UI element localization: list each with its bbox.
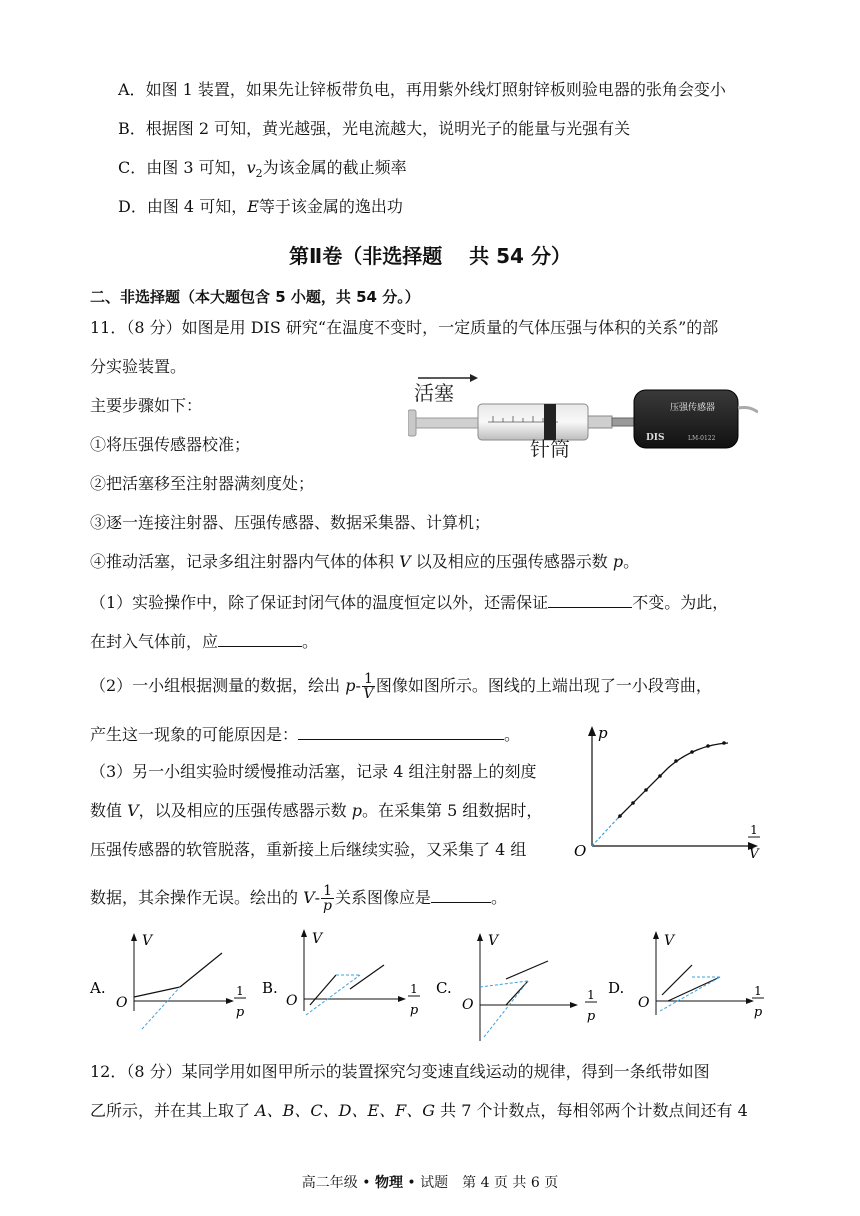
p-vs-1overV-graph [568, 722, 768, 868]
syringe-tip [588, 416, 612, 428]
q11-sub2-line2 [90, 723, 520, 745]
q11-sub2-line1 [90, 672, 712, 701]
sensor-cable [738, 407, 758, 412]
choice-graphs [88, 925, 858, 1050]
y-label: V [312, 931, 323, 947]
choice-c[interactable] [436, 933, 597, 1041]
model-label: LM-0122 [688, 435, 716, 442]
data-points [618, 741, 726, 818]
y-label: V [142, 933, 153, 949]
answer-blank[interactable] [218, 630, 302, 647]
part-title: 第Ⅱ卷（非选择题 共 54 分） [289, 244, 571, 268]
option-text: 为该金属的截止频率 [262, 158, 407, 177]
x-label-num: 1 [587, 988, 595, 1002]
frac-den: V [363, 686, 374, 702]
option-text: 由图 3 可知， [146, 158, 247, 177]
var-e: E [247, 197, 259, 216]
text: 在封入气体前，应 [90, 632, 219, 651]
dashed-extension-upper [480, 981, 528, 987]
segment-2 [350, 965, 384, 989]
fraction-1-over-p [321, 884, 334, 913]
y-axis-arrow-icon [477, 933, 483, 941]
option-text: 由图 4 可知， [146, 197, 248, 216]
x-label-num: 1 [410, 982, 418, 996]
text: ④推动活塞，记录多组注射器内气体的体积 [90, 552, 400, 571]
text: 以及相应的压强传感器示数 [410, 552, 613, 571]
segment-1 [662, 965, 692, 995]
y-axis-arrow-icon [653, 931, 659, 939]
dashed-extension [306, 975, 360, 1015]
text: 图像如图所示。图线的上端出现了一小段弯曲， [375, 676, 712, 695]
choice-letter: C. [436, 979, 452, 997]
frac-num: 1 [323, 883, 332, 899]
footer-subject: 物理 [374, 1175, 403, 1191]
y-label: V [664, 933, 675, 949]
option-text: 根据图 2 可知，黄光越强，光电流越大，说明光子的能量与光强有关 [145, 119, 631, 138]
piston-rubber [544, 404, 556, 440]
q11-step-3: ③逐一连接注射器、压强传感器、数据采集器、计算机； [90, 513, 491, 532]
y-axis-arrow-icon [301, 929, 307, 937]
option-letter: C． [118, 158, 147, 177]
text: 。 [302, 632, 319, 651]
option-b [118, 119, 630, 139]
q11-steps-intro: 主要步骤如下： [90, 396, 203, 415]
y-axis-arrow-icon [131, 933, 137, 941]
point-labels: A、B、C、D、E、F、G [255, 1101, 436, 1120]
option-letter: A． [118, 80, 146, 99]
q11-step-4 [90, 552, 639, 572]
option-text: 如图 1 装置，如果先让锌板带负电，再用紫外线灯照射锌板则验电器的张角会变小 [145, 80, 726, 99]
subscript: 2 [255, 167, 263, 181]
segment-2 [506, 961, 548, 979]
var-v: V [399, 552, 411, 571]
text: （1）实验操作中，除了保证封闭气体的温度恒定以外，还需保证 [90, 593, 549, 612]
origin-label: O [116, 995, 128, 1011]
text: 数据，其余操作无误。绘出的 [90, 888, 304, 907]
option-letter: B． [118, 119, 146, 138]
choice-b[interactable] [262, 929, 420, 1018]
x-label-den: p [753, 1005, 763, 1020]
x-label-num: 1 [754, 984, 762, 998]
origin-label: O [286, 993, 298, 1009]
text: （2）一小组根据测量的数据，绘出 [90, 676, 346, 695]
x-label-den: p [409, 1003, 419, 1018]
origin-label: O [638, 995, 650, 1011]
x-label-den: p [586, 1009, 596, 1024]
text: 。 [623, 552, 640, 571]
x-axis-arrow-icon [570, 1002, 578, 1008]
answer-blank[interactable] [431, 886, 491, 903]
choice-letter: D. [608, 979, 625, 997]
q12-line-1: 12．（8 分）某同学用如图甲所示的装置探究匀变速直线运动的规律，得到一条纸带如图 [90, 1062, 710, 1081]
answer-blank[interactable] [548, 591, 632, 608]
y-label: V [488, 933, 499, 949]
text: 数值 [90, 801, 128, 820]
text: 。 [504, 725, 521, 744]
var-p: p [345, 676, 356, 695]
arrow-head-icon [470, 374, 478, 382]
text: ，以及相应的压强传感器示数 [138, 801, 352, 820]
x-label-num: 1 [236, 984, 244, 998]
label-barrel: 针筒 [530, 437, 570, 461]
page-footer [0, 1172, 860, 1192]
text: 关系图像应是 [334, 888, 431, 907]
q11-step-2: ②把活塞移至注射器满刻度处； [90, 474, 315, 493]
x-label-num: 1 [750, 823, 758, 837]
footer-text: • 试题 第 4 页 共 6 页 [402, 1175, 559, 1191]
text: 。在采集第 5 组数据时， [362, 801, 543, 820]
origin-label: O [462, 997, 474, 1013]
q11-sub3-line2 [90, 801, 542, 821]
q12-line-2 [90, 1101, 748, 1121]
data-curve [618, 743, 728, 818]
choice-letter: B. [262, 979, 278, 997]
text: 乙所示，并在其上取了 [90, 1101, 256, 1120]
var-v: v [246, 158, 256, 177]
sensor-label: 压强传感器 [670, 403, 716, 413]
y-axis-label: p [598, 724, 608, 742]
x-axis-arrow-icon [746, 998, 754, 1004]
option-d [118, 197, 403, 217]
segment-1 [134, 987, 180, 997]
option-a [118, 80, 726, 100]
x-axis-arrow-icon [398, 996, 406, 1002]
frac-den: p [323, 898, 332, 914]
footer-text: 高二年级 • [301, 1175, 375, 1191]
q11-intro-1: 11．（8 分）如图是用 DIS 研究“在温度不变时，一定质量的气体压强与体积的关系”的部 [90, 318, 719, 337]
option-letter: D． [118, 197, 147, 216]
q11-sub3-line1: （3）另一小组实验时缓慢推动活塞，记录 4 组注射器上的刻度 [90, 762, 537, 781]
option-c [118, 158, 407, 184]
extrapolation-dashed-line [592, 818, 618, 846]
answer-blank[interactable] [298, 723, 504, 740]
plunger-rod [412, 418, 482, 428]
text: - [314, 888, 321, 907]
q11-sub1-line1 [90, 591, 728, 613]
x-axis-arrow-icon [226, 998, 234, 1004]
connector-tube [612, 418, 636, 426]
plunger-handle [408, 410, 416, 436]
option-text: 等于该金属的逸出功 [258, 197, 403, 216]
q11-intro-2: 分实验装置。 [90, 357, 187, 376]
segment-1 [310, 975, 336, 1005]
q11-sub1-line2 [90, 630, 318, 652]
q11-step-1: ①将压强传感器校准； [90, 435, 251, 454]
choice-d[interactable] [608, 931, 764, 1020]
x-label-den: V [749, 847, 759, 862]
var-v: V [127, 801, 139, 820]
syringe-device-photo [408, 366, 758, 462]
choice-letter: A. [90, 979, 106, 997]
dashed-extension-lower [484, 981, 528, 1037]
origin-label: O [574, 842, 587, 860]
var-p: p [351, 801, 362, 820]
text: - [355, 676, 361, 695]
text: 共 7 个计数点，每相邻两个计数点间还有 4 [435, 1101, 748, 1120]
y-axis-arrow-icon [588, 726, 596, 736]
dashed-extension [142, 987, 180, 1029]
text: 。 [491, 888, 508, 907]
segment-2 [180, 953, 222, 987]
label-piston: 活塞 [414, 381, 454, 405]
dashed-extension [660, 977, 720, 1011]
var-p: p [612, 552, 624, 571]
q11-sub3-line4 [90, 884, 507, 913]
q11-sub3-line3: 压强传感器的软管脱落，重新接上后继续实验，又采集了 4 组 [90, 840, 527, 859]
brand-label: DIS [646, 433, 665, 443]
text: 不变。为此， [632, 593, 729, 612]
choice-a[interactable] [89, 933, 246, 1029]
x-label-den: p [235, 1005, 245, 1020]
fraction-1-over-v [362, 672, 375, 701]
text: 产生这一现象的可能原因是： [90, 725, 299, 744]
var-v: V [303, 888, 315, 907]
section-heading: 二、非选择题（本大题包含 5 小题，共 54 分。） [90, 288, 420, 306]
frac-num: 1 [363, 671, 373, 687]
